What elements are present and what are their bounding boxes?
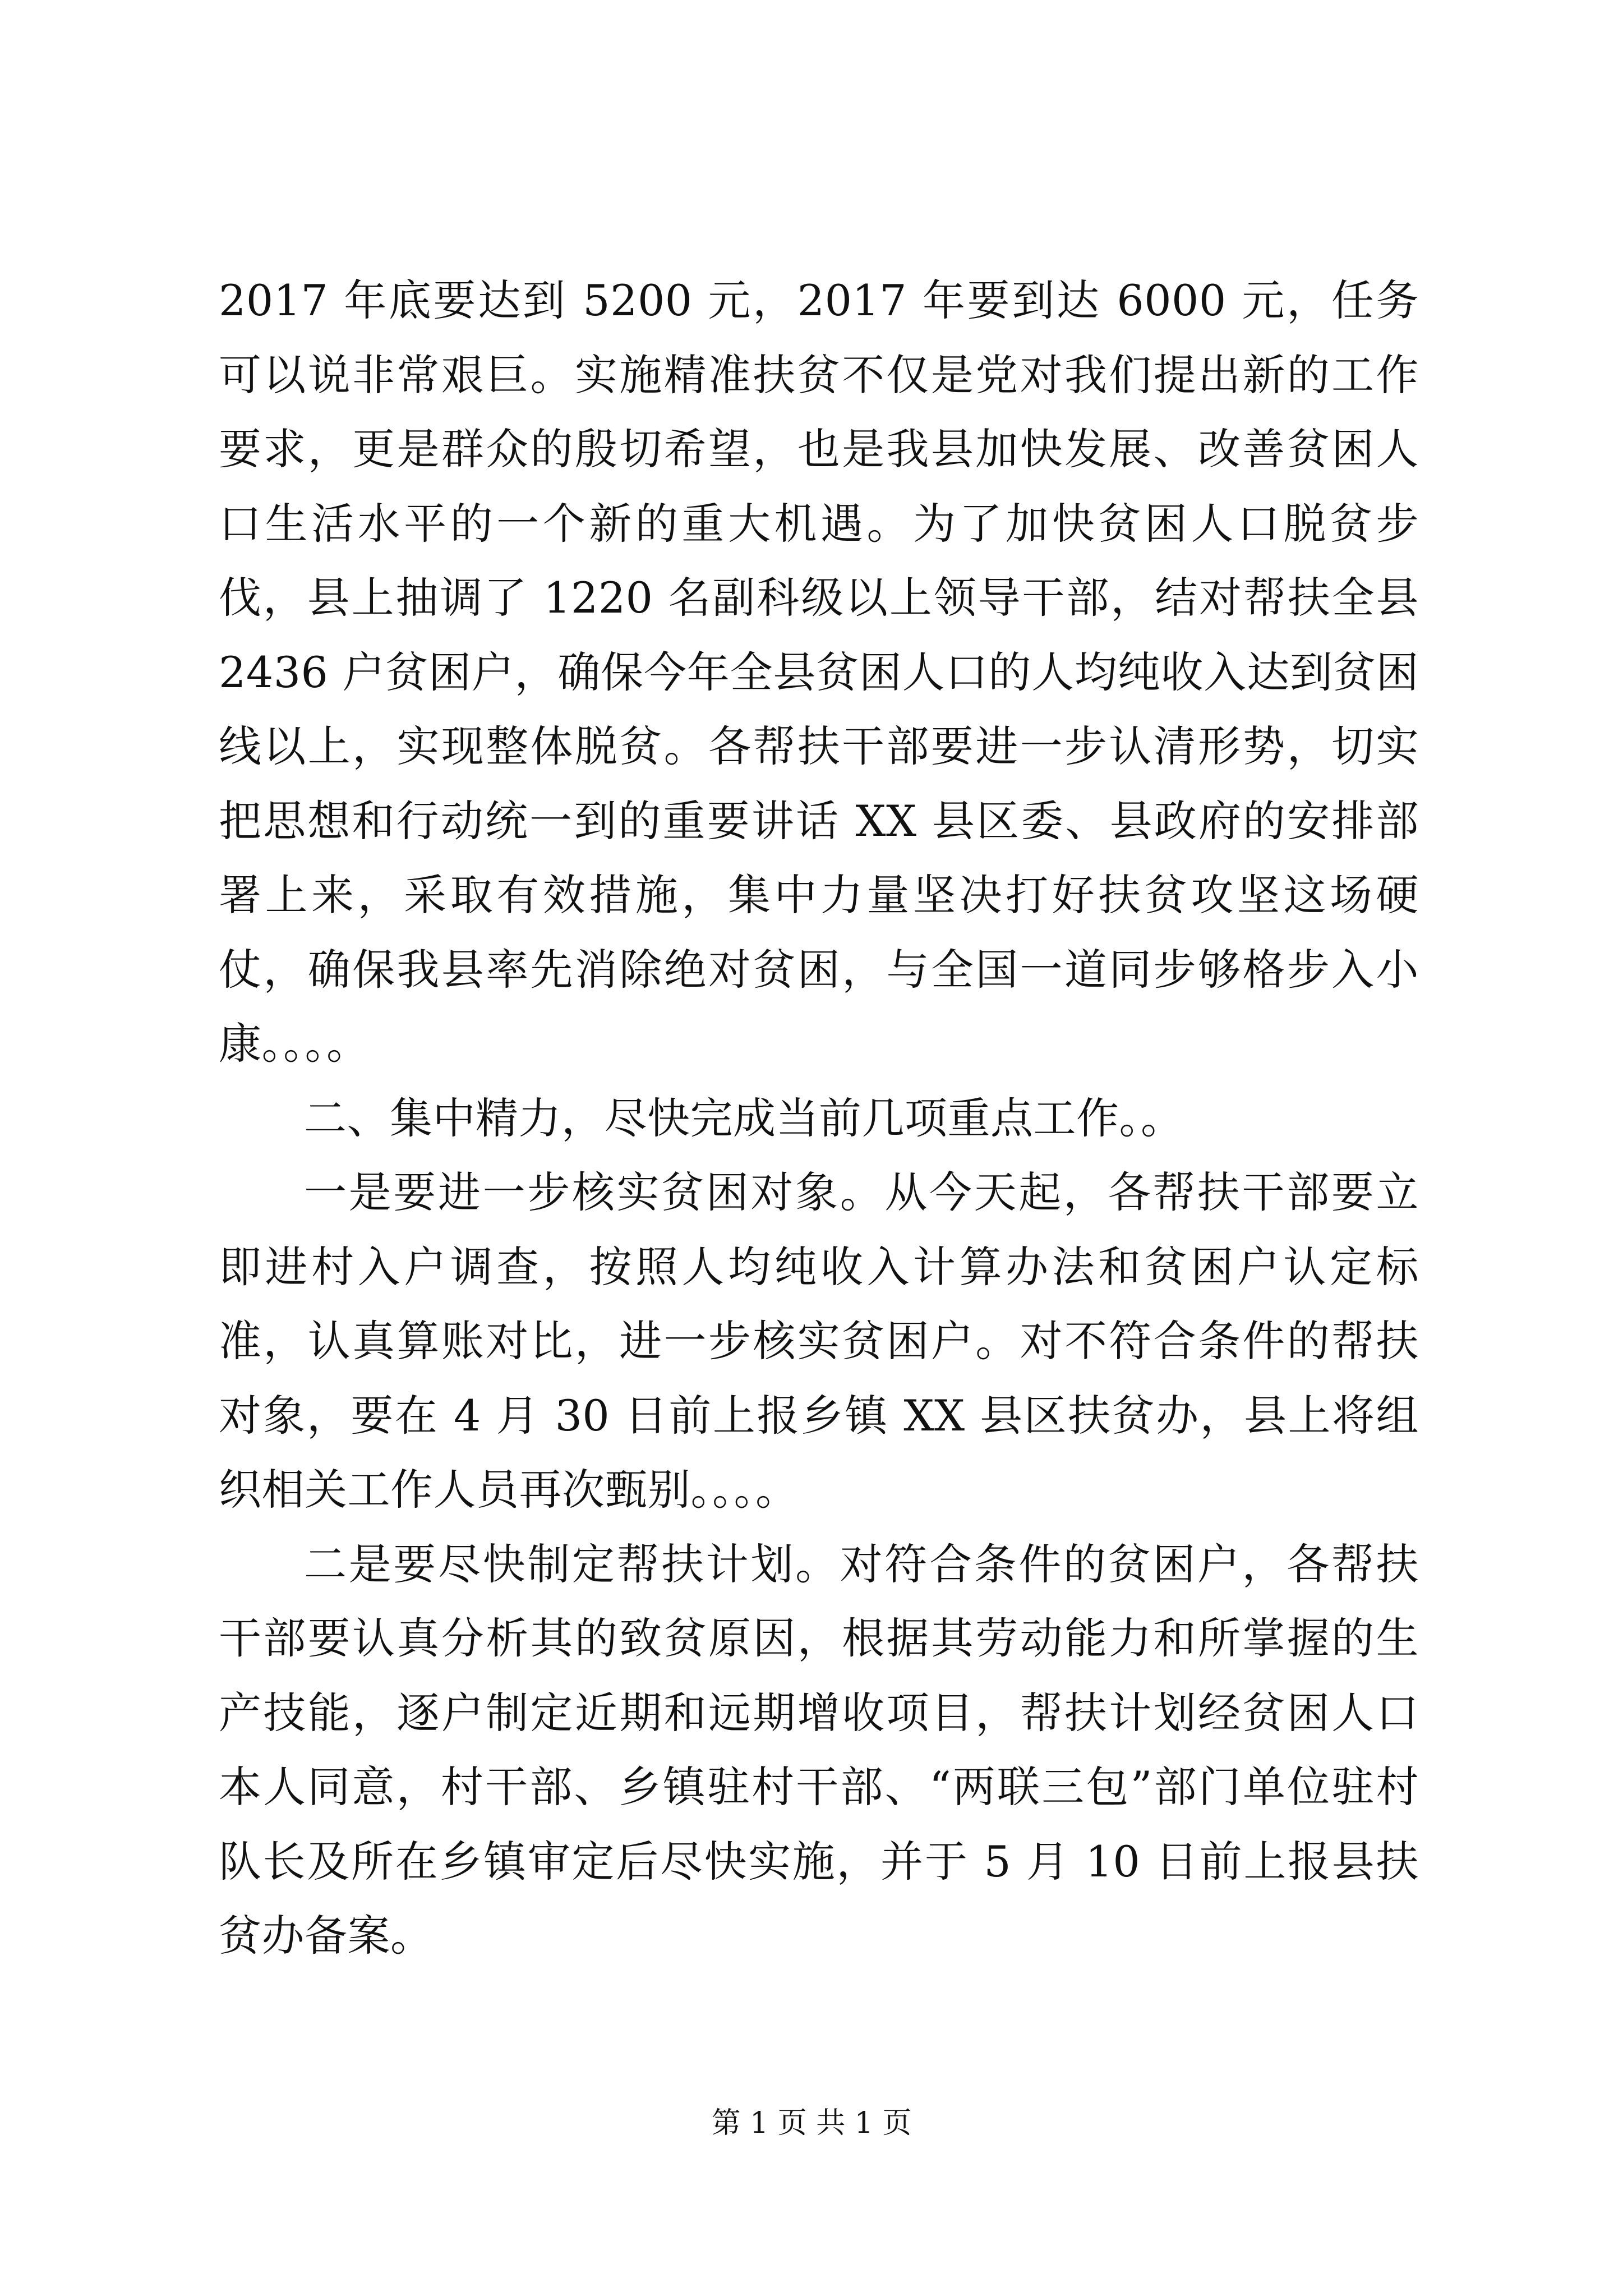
document-body (219, 264, 1419, 1973)
paragraph-3: 一是要进一步核实贫困对象。从今天起，各帮扶干部要立即进村入户调查，按照人均纯收入计算办法和贫困户认定标准，认真算账对比，进一步核实贫困户。对不符合条件的帮扶对象，要在 4 月 30 日前上报乡镇 XX 县区扶贫办，县上将组织相关工作人员再次甄别。。。。 (219, 1167, 1419, 1515)
paragraph-1: 2017 年底要达到 5200 元，2017 年要到达 6000 元，任务可以说非常艰巨。实施精准扶贫不仅是党对我们提出新的工作要求，更是群众的殷切希望，也是我县加快发展、改善贫困人口生活水平的一个新的重大机遇。为了加快贫困人口脱贫步伐，县上抽调了 1220 名副科级以上领导干部，结对帮扶全县 2436 户贫困户，确保今年全县贫困人口的人均纯收入达到贫困线以上，实现整体脱贫。各帮扶干部要进一步认清形势，切实把思想和行动统一到的重要讲话 XX 县区委、县政府的安排部署上来，采取有效措施，集中力量坚决打好扶贫攻坚这场硬仗，确保我县率先消除绝对贫困，与全国一道同步够格步入小康。。。。 (219, 275, 1419, 1069)
paragraph-2-section-heading: 二、集中精力，尽快完成当前几项重点工作。。 (304, 1093, 1184, 1143)
paragraph-4: 二是要尽快制定帮扶计划。对符合条件的贫困户，各帮扶干部要认真分析其的致贫原因，根据其劳动能力和所掌握的生产技能，逐户制定近期和远期增收项目，帮扶计划经贫困人口本人同意，村干部、乡镇驻村干部、“两联三包”部门单位驻村队长及所在乡镇审定后尽快实施，并于 5 月 10 日前上报县扶贫办备案。 (219, 1539, 1419, 1961)
page-number-footer: 第 1 页 共 1 页 (711, 2106, 912, 2140)
